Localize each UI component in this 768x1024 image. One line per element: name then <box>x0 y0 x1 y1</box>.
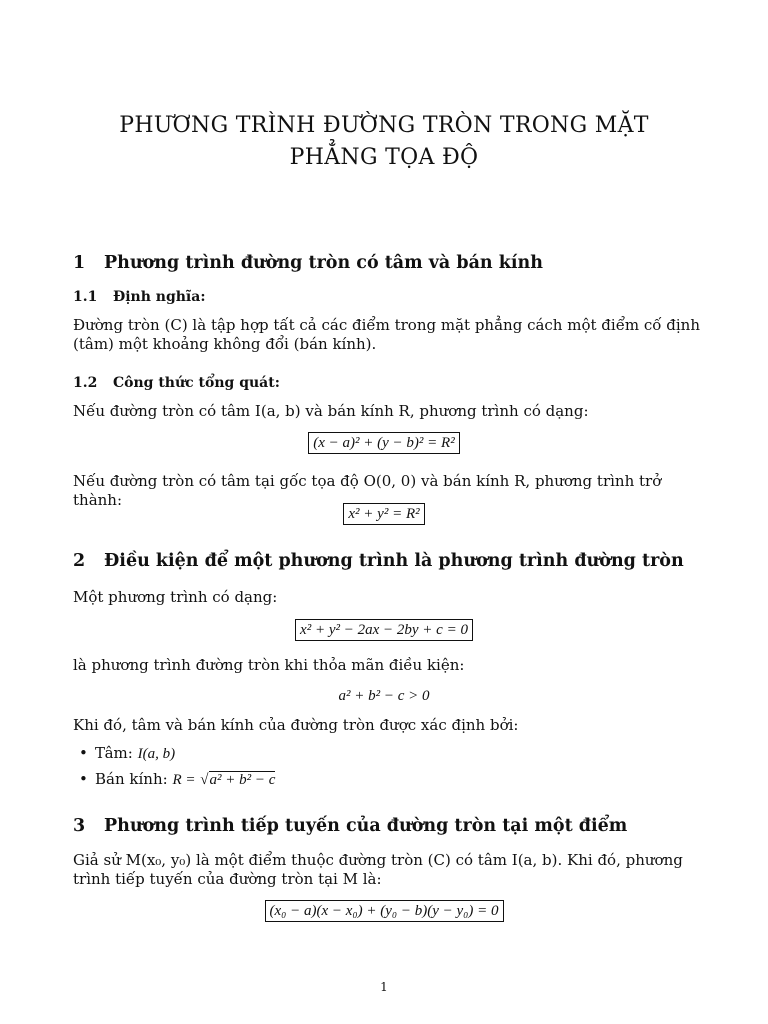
center-radius-intro: Khi đó, tâm và bán kính của đường tròn được xác định bởi: <box>73 716 519 734</box>
radical-sign-icon: √ <box>200 772 209 788</box>
general-formula-intro: Nếu đường tròn có tâm I(a, b) và bán kính R, phương trình có dạng: <box>73 402 589 420</box>
tangent-intro: Giả sử M(x₀, y₀) là một điểm thuộc đường tròn (C) có tâm I(a, b). Khi đó, phương trình tiếp tuyến của đường tròn tại M là: <box>73 851 683 888</box>
equation-condition-row <box>0 685 768 705</box>
bullet-icon: • <box>79 744 88 762</box>
page-number: 1 <box>380 980 388 994</box>
subsection-1-2-number: 1.2 <box>73 375 98 391</box>
equation-general-circle: (x − a)² + (y − b)² = R² <box>308 432 459 454</box>
list-item-radius <box>73 770 275 796</box>
subsection-1-1-heading <box>73 289 206 305</box>
section-3-title: Phương trình tiếp tuyến của đường tròn tại một điểm <box>104 816 628 836</box>
document-title <box>60 110 708 174</box>
equation-origin-circle: x² + y² = R² <box>343 503 424 525</box>
equation-origin-row <box>0 503 768 525</box>
section-2-title: Điều kiện để một phương trình là phương trình đường tròn <box>104 551 684 571</box>
radius-radicand: a² + b² − c <box>209 772 276 788</box>
section-2-number: 2 <box>73 551 86 571</box>
origin-formula-intro: Nếu đường tròn có tâm tại gốc tọa độ O(0, 0) và bán kính R, phương trình trở thành: <box>73 472 662 509</box>
section-1-title: Phương trình đường tròn có tâm và bán kính <box>104 253 543 273</box>
radius-label: Bán kính: <box>95 770 168 788</box>
subsection-1-2-heading <box>73 375 280 391</box>
center-value: I(a, b) <box>137 746 176 762</box>
equation-expanded-row <box>0 619 768 641</box>
subsection-1-2-title: Công thức tổng quát: <box>113 375 280 391</box>
equation-condition: a² + b² − c > 0 <box>338 688 430 704</box>
section-1-number: 1 <box>73 253 86 273</box>
center-radius-list <box>73 744 275 796</box>
list-item-center <box>73 744 275 770</box>
condition-statement: là phương trình đường tròn khi thỏa mãn điều kiện: <box>73 656 465 674</box>
section-3-heading <box>73 816 627 836</box>
condition-intro: Một phương trình có dạng: <box>73 588 278 606</box>
definition-paragraph: Đường tròn (C) là tập hợp tất cả các điểm trong mặt phẳng cách một điểm cố định (tâm) một khoảng không đổi (bán kính). <box>73 316 700 353</box>
equation-tangent-line: (x₀ − a)(x − x₀) + (y₀ − b)(y − y₀) = 0 <box>265 900 504 922</box>
section-1-heading <box>73 253 543 273</box>
bullet-icon: • <box>79 770 88 788</box>
equation-general-row <box>0 432 768 454</box>
title-line-1: PHƯƠNG TRÌNH ĐƯỜNG TRÒN TRONG MẶT <box>119 113 649 138</box>
section-2-heading <box>73 551 684 571</box>
equation-tangent-row <box>0 900 768 922</box>
center-label: Tâm: <box>95 744 133 762</box>
title-line-2: PHẲNG TỌA ĐỘ <box>289 145 479 170</box>
subsection-1-1-number: 1.1 <box>73 289 98 305</box>
radius-prefix: R = <box>172 772 196 788</box>
equation-expanded-form: x² + y² − 2ax − 2by + c = 0 <box>295 619 473 641</box>
section-3-number: 3 <box>73 816 86 836</box>
subsection-1-1-title: Định nghĩa: <box>113 289 206 305</box>
